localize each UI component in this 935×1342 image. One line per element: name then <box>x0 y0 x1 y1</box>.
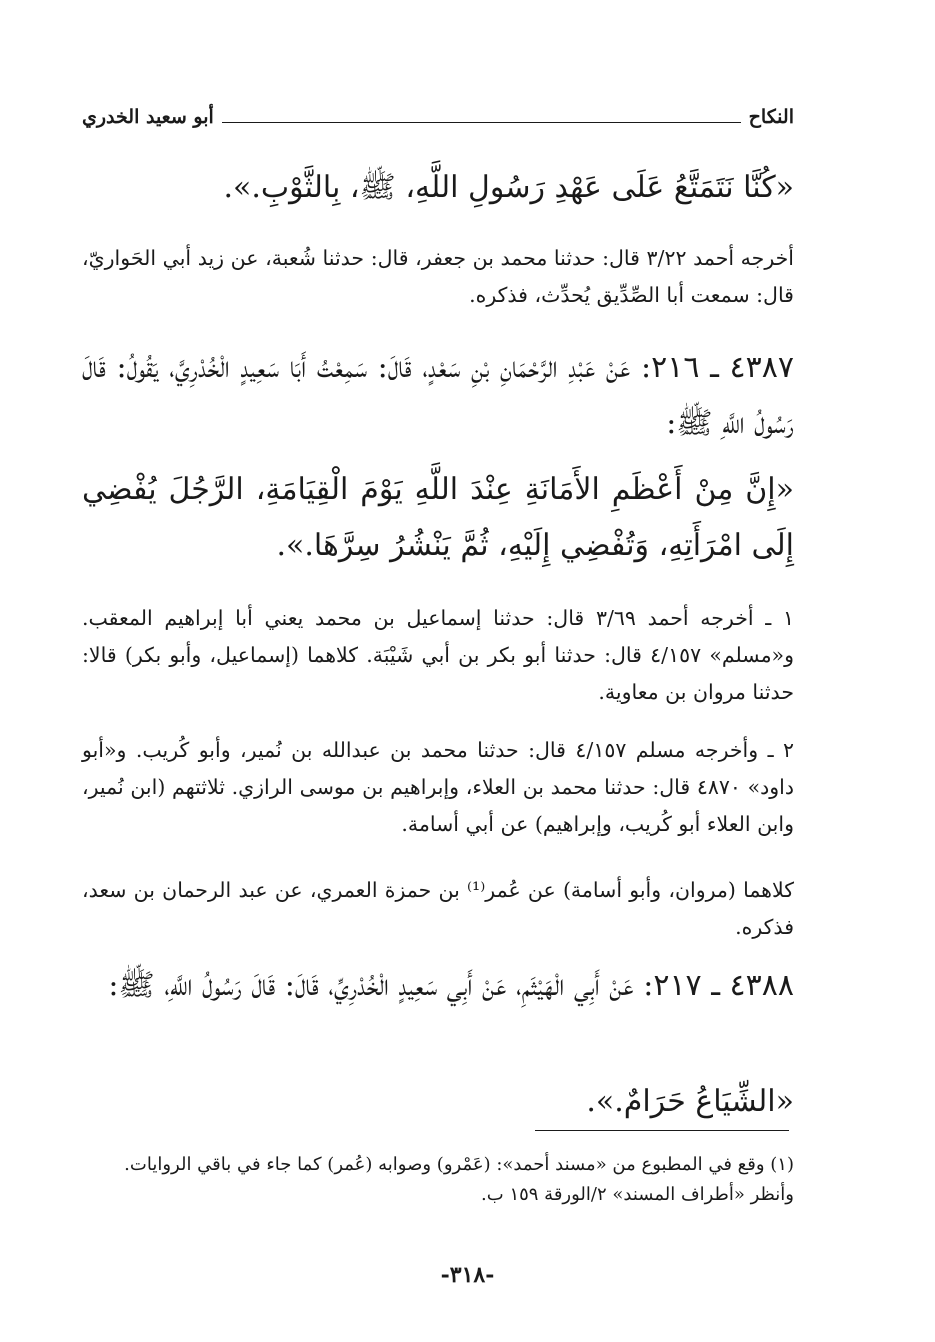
header-chapter-title: النكاح <box>748 106 794 128</box>
takhrij-paragraph: ١ ـ أخرجه أحمد ٣/٦٩ قال: حدثنا إسماعيل بن محمد يعني أبا إبراهيم المعقب. و«مسلم» ٤/١٥٧ قال: حدثنا أبو بكر بن أبي شَيْبَة. كلاهما (إسماعيل، وأبو بكر) قالا: حدثنا مروان بن معاوية. <box>82 606 794 704</box>
footnote-line: وأنظر «أطراف المسند» ٢/الورقة ١٥٩ ب. <box>481 1184 794 1205</box>
hadith-text: «كُنَّا نَتَمَتَّعُ عَلَى عَهْدِ رَسُولِ اللَّهِ، ﷺ، بِالثَّوْبِ.». <box>223 170 794 205</box>
takhrij-paragraph: أخرجه أحمد ٣/٢٢ قال: حدثنا محمد بن جعفر، قال: حدثنا شُعبة، عن زيد أبي الحَواريّ، قال: سمعت أبا الصِّدِّيق يُحدِّث، فذكره. <box>82 246 794 307</box>
hadith-text: «إِنَّ مِنْ أَعْظَمِ الأَمَانَةِ عِنْدَ اللَّهِ يَوْمَ الْقِيَامَةِ، الرَّجُلَ يُفْضِي إِلَى امْرَأَتِهِ، وَتُفْضِي إِلَيْهِ، ثُمَّ يَنْشُرُ سِرَّهَا.». <box>82 472 794 563</box>
takhrij-paragraph: كلاهما (مروان، وأبو أسامة) عن عُمر⁽¹⁾ بن حمزة العمري، عن عبد الرحمان بن سعد، فذكره. <box>82 878 794 939</box>
header-rule <box>222 122 741 123</box>
running-header <box>82 108 794 127</box>
takhrij-paragraph: ٢ ـ وأخرجه مسلم ٤/١٥٧ قال: حدثنا محمد بن عبدالله بن نُمير، وأبو كُريب. و«أبو داود» ٤٨٧٠ قال: حدثنا محمد بن العلاء، وإبراهيم بن موسى الرازي. ثلاثتهم (ابن نُمير، وابن العلاء أبو كُريب، وإبراهيم) عن أبي أسامة. <box>82 738 795 836</box>
footnote-line: (١) وقع في المطبوع من «مسند أحمد»: (عَمْرو) وصوابه (عُمر) كما جاء في باقي الروايات. <box>124 1154 794 1175</box>
footnotes <box>82 1150 794 1210</box>
footnote-separator <box>535 1130 789 1131</box>
header-section-title: أبو سعيد الخدري <box>82 106 214 128</box>
hadith-header: ٤٣٨٨ ـ ٢١٧: عَنْ أَبِي الْهَيْثَمِ، عَنْ أَبِي سَعِيدٍ الْخُدْرِيِّ، قَالَ: قَالَ رَسُولُ اللَّهِ، ﷺ: <box>108 968 794 1003</box>
hadith-header: ٤٣٨٧ ـ ٢١٦: عَنْ عَبْدِ الرَّحْمَانِ بْنِ سَعْدٍ، قَالَ: سَمِعْتُ أَبَا سَعِيدٍ الْخُدْرِيَّ، يَقُولُ: قَالَ رَسُولُ اللَّهِ ﷺ: <box>82 350 794 441</box>
page-number: -٣١٨- <box>440 1262 495 1288</box>
hadith-text: «الشِّيَاعُ حَرَامٌ.». <box>586 1084 794 1119</box>
